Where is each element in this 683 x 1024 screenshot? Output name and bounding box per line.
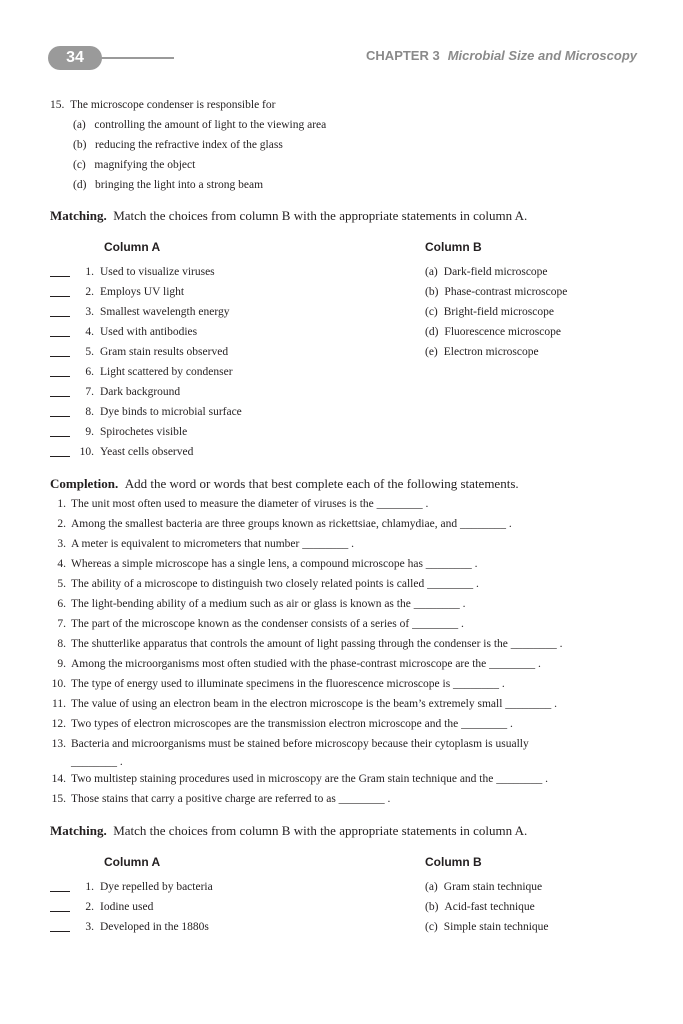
- column-b-choice: [425, 920, 549, 934]
- column-b-choice: [425, 265, 548, 279]
- column-a-item: [78, 265, 215, 279]
- column-b-choice: [425, 345, 539, 359]
- question-15-option: (b) reducing the refractive index of the glass: [73, 139, 283, 151]
- item-text: Among the microorganisms most often studied with the phase-contrast microscope are the ________ .: [71, 658, 541, 670]
- column-a-item: [78, 365, 233, 379]
- item-text: The shutterlike apparatus that controls the amount of light passing through the condenser is the ________ .: [71, 638, 563, 650]
- item-number: 4.: [57, 558, 66, 570]
- item-text: The type of energy used to illuminate specimens in the fluorescence microscope is ________ .: [71, 678, 505, 690]
- item-text: Bacteria and microorganisms must be stained before microscopy because their cytoplasm is usually: [71, 738, 529, 750]
- column-a-item: [78, 425, 187, 439]
- item-text: Two multistep staining procedures used in microscopy are the Gram stain technique and the ________ .: [71, 773, 548, 785]
- column-a-item: [78, 345, 228, 359]
- item-number: 1.: [85, 881, 94, 893]
- item-number: 3.: [85, 306, 94, 318]
- matching-1-heading: Matching. Match the choices from column B with the appropriate statements in column A.: [50, 208, 528, 223]
- choice-letter: (c): [425, 306, 438, 318]
- completion-item: [50, 717, 513, 731]
- choice-letter: (b): [425, 901, 439, 913]
- item-text: Used with antibodies: [100, 326, 198, 338]
- matching-1-column-b-header: Column B: [425, 240, 482, 254]
- item-text: Those stains that carry a positive charge are referred to as ________ .: [71, 793, 391, 805]
- item-text: The value of using an electron beam in the electron microscope is the beam’s extremely small ________ .: [71, 698, 558, 710]
- item-text: Spirochetes visible: [100, 426, 188, 438]
- column-a-item: [78, 285, 184, 299]
- page-number: 34: [48, 46, 102, 70]
- item-number: 9.: [85, 426, 94, 438]
- item-text: Whereas a simple microscope has a single lens, a compound microscope has ________ .: [71, 558, 478, 570]
- completion-item: [50, 737, 529, 751]
- completion-item: [50, 697, 557, 711]
- completion-item: [50, 557, 478, 571]
- question-15-stem: 15. The microscope condenser is responsible for: [50, 99, 276, 111]
- choice-text: Fluorescence microscope: [444, 326, 561, 338]
- item-text: Smallest wavelength energy: [100, 306, 230, 318]
- choice-text: Phase-contrast microscope: [444, 286, 568, 298]
- item-text: A meter is equivalent to micrometers that number ________ .: [71, 538, 354, 550]
- column-b-choice: [425, 880, 542, 894]
- choice-letter: (c): [425, 921, 438, 933]
- item-text: Two types of electron microscopes are the transmission electron microscope and the ________ .: [71, 718, 513, 730]
- answer-blank[interactable]: [50, 445, 70, 457]
- item-text: Dye binds to microbial surface: [100, 406, 242, 418]
- completion-item: [50, 617, 464, 631]
- chapter-label: CHAPTER 3: [366, 48, 440, 63]
- item-text: Used to visualize viruses: [100, 266, 215, 278]
- completion-item: [50, 597, 465, 611]
- item-number: 10.: [51, 678, 66, 690]
- item-number: 3.: [57, 538, 66, 550]
- item-number: 7.: [57, 618, 66, 630]
- answer-blank[interactable]: [50, 305, 70, 317]
- answer-blank[interactable]: [50, 345, 70, 357]
- answer-blank[interactable]: [50, 900, 70, 912]
- answer-blank[interactable]: [50, 365, 70, 377]
- item-text: Dark background: [100, 386, 181, 398]
- choice-text: Gram stain technique: [443, 881, 543, 893]
- item-continuation: ________ .: [71, 756, 123, 768]
- completion-item: [50, 497, 428, 511]
- choice-text: Bright-field microscope: [443, 306, 554, 318]
- item-number: 9.: [57, 658, 66, 670]
- item-text: The part of the microscope known as the condenser consists of a series of ________ .: [71, 618, 464, 630]
- completion-item: [50, 677, 505, 691]
- column-a-item: [78, 385, 180, 399]
- item-text: Developed in the 1880s: [100, 921, 209, 933]
- matching-2-heading: Matching. Match the choices from column B with the appropriate statements in column A.: [50, 823, 528, 838]
- item-number: 2.: [57, 518, 66, 530]
- answer-blank[interactable]: [50, 325, 70, 337]
- answer-blank[interactable]: [50, 285, 70, 297]
- item-number: 4.: [85, 326, 94, 338]
- answer-blank[interactable]: [50, 425, 70, 437]
- question-15-option: (c) magnifying the object: [73, 159, 196, 171]
- matching-2-column-a-header: Column A: [104, 855, 161, 869]
- matching-2-column-b-header: Column B: [425, 855, 482, 869]
- column-a-item: [78, 900, 153, 914]
- item-number: 12.: [51, 718, 66, 730]
- item-number: 15.: [51, 793, 66, 805]
- completion-item: [50, 537, 354, 551]
- answer-blank[interactable]: [50, 880, 70, 892]
- choice-text: Acid-fast technique: [444, 901, 535, 913]
- item-number: 7.: [85, 386, 94, 398]
- item-text: The unit most often used to measure the diameter of viruses is the ________ .: [71, 498, 429, 510]
- item-number: 2.: [85, 901, 94, 913]
- column-b-choice: [425, 325, 561, 339]
- completion-item: [50, 517, 512, 531]
- completion-item: [50, 772, 548, 786]
- choice-text: Simple stain technique: [443, 921, 549, 933]
- choice-letter: (a): [425, 881, 438, 893]
- answer-blank[interactable]: [50, 265, 70, 277]
- item-number: 8.: [85, 406, 94, 418]
- item-number: 2.: [85, 286, 94, 298]
- column-b-choice: [425, 305, 554, 319]
- column-b-choice: [425, 285, 567, 299]
- item-text: The light-bending ability of a medium such as air or glass is known as the ________ .: [71, 598, 466, 610]
- completion-item: [50, 577, 479, 591]
- item-number: 13.: [51, 738, 66, 750]
- column-a-item: [78, 305, 229, 319]
- matching-1-column-a-header: Column A: [104, 240, 161, 254]
- item-number: 6.: [85, 366, 94, 378]
- item-text: Gram stain results observed: [100, 346, 229, 358]
- item-text: Iodine used: [100, 901, 154, 913]
- item-number: 6.: [57, 598, 66, 610]
- item-number: 14.: [51, 773, 66, 785]
- item-text: The ability of a microscope to distinguish two closely related points is called ________ .: [71, 578, 479, 590]
- completion-item: [50, 792, 390, 806]
- item-text: Yeast cells observed: [100, 446, 194, 458]
- choice-letter: (d): [425, 326, 439, 338]
- chapter-heading: [366, 48, 637, 63]
- chapter-title: Microbial Size and Microscopy: [447, 48, 637, 63]
- column-a-item: [78, 880, 213, 894]
- choice-letter: (e): [425, 346, 438, 358]
- item-text: Among the smallest bacteria are three groups known as rickettsiae, chlamydiae, and ________ .: [71, 518, 512, 530]
- column-a-item: [78, 325, 197, 339]
- item-number: 10.: [79, 446, 94, 458]
- item-number: 8.: [57, 638, 66, 650]
- answer-blank[interactable]: [50, 385, 70, 397]
- column-b-choice: [425, 900, 535, 914]
- choice-letter: (b): [425, 286, 439, 298]
- choice-text: Dark-field microscope: [443, 266, 548, 278]
- completion-item: [50, 657, 541, 671]
- answer-blank[interactable]: [50, 405, 70, 417]
- item-number: 5.: [57, 578, 66, 590]
- item-text: Employs UV light: [100, 286, 185, 298]
- item-number: 1.: [57, 498, 66, 510]
- item-text: Light scattered by condenser: [100, 366, 233, 378]
- column-a-item: [78, 920, 209, 934]
- question-15-option: (a) controlling the amount of light to the viewing area: [73, 119, 327, 131]
- item-number: 1.: [85, 266, 94, 278]
- header-rule: [100, 57, 174, 59]
- completion-item: [50, 637, 563, 651]
- choice-letter: (a): [425, 266, 438, 278]
- item-number: 11.: [52, 698, 66, 710]
- column-a-item: [78, 405, 242, 419]
- column-a-item: [78, 445, 193, 459]
- question-15-option: (d) bringing the light into a strong beam: [73, 179, 264, 191]
- choice-text: Electron microscope: [443, 346, 539, 358]
- completion-heading: Completion. Add the word or words that best complete each of the following statements.: [50, 476, 519, 491]
- item-number: 5.: [85, 346, 94, 358]
- item-number: 3.: [85, 921, 94, 933]
- item-text: Dye repelled by bacteria: [100, 881, 213, 893]
- answer-blank[interactable]: [50, 920, 70, 932]
- page-header: [0, 44, 683, 72]
